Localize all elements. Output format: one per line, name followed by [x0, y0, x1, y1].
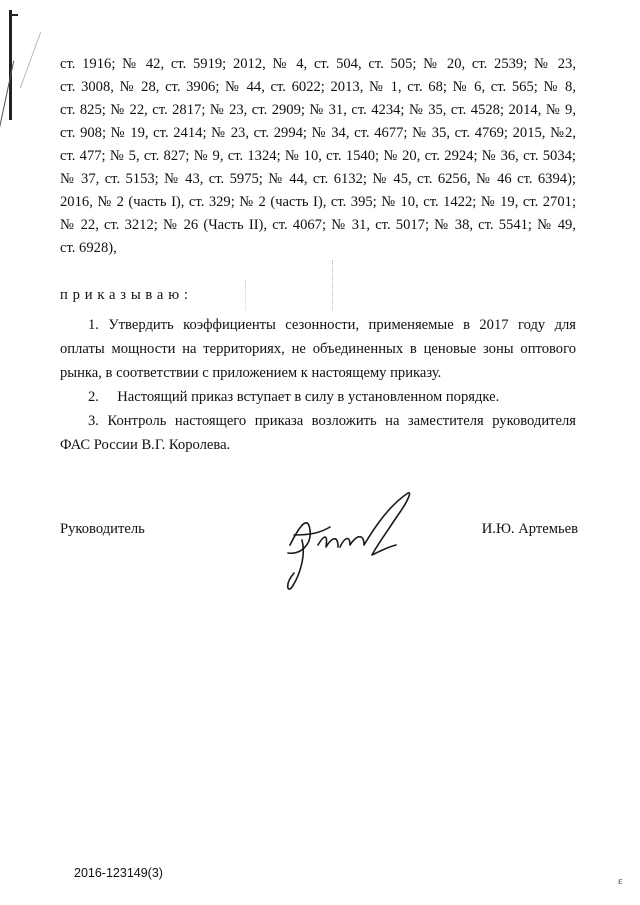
paper-crease-2: [245, 280, 246, 310]
paper-crease: [332, 260, 333, 310]
citation-line: № 37, ст. 5153; № 43, ст. 5975; № 44, ст. 6132; № 45, ст. 6256, № 46 ст. 6394);: [60, 171, 576, 187]
signatory-title: Руководитель: [60, 521, 145, 537]
citations-paragraph: [60, 53, 576, 260]
item-3-number: 3.: [88, 413, 99, 429]
item-1-line-3: рынка, в соответствии с приложением к настоящему приказу.: [60, 365, 442, 381]
item-2-text: Настоящий приказ вступает в силу в установленном порядке.: [117, 389, 500, 405]
item-3-line-2: ФАС России В.Г. Королева.: [60, 437, 231, 453]
citation-line: ст. 825; № 22, ст. 2817; № 23, ст. 2909; № 31, ст. 4234; № 35, ст. 4528; 2014, № 9,: [60, 102, 576, 118]
item-1-line-1: 1. Утвердить коэффициенты сезонности, применяемые в 2017 году для: [88, 317, 576, 333]
citation-line: 2016, № 2 (часть I), ст. 329; № 2 (часть I), ст. 395; № 10, ст. 1422; № 19, ст. 2701;: [60, 194, 576, 210]
item-3-text: Контроль настоящего приказа возложить на заместителя руководителя: [107, 413, 577, 429]
document-number: 2016-123149(3): [74, 866, 163, 880]
citation-line: ст. 6928),: [60, 240, 117, 256]
order-items: [60, 313, 576, 457]
item-2: [60, 385, 576, 409]
citation-line: ст. 477; № 5, ст. 827; № 9, ст. 1324; № 10, ст. 1540; № 20, ст. 2924; № 36, ст. 5034;: [60, 148, 576, 164]
item-3-line-1: [60, 409, 576, 433]
item-2-number: 2.: [88, 389, 99, 405]
item-1-line-2: оплаты мощности на территориях, не объединенных в ценовые зоны оптового: [60, 341, 576, 357]
scan-faint-stroke: [20, 32, 41, 89]
citation-line: ст. 1916; № 42, ст. 5919; 2012, № 4, ст. 504, ст. 505; № 20, ст. 2539; № 23,: [60, 56, 576, 72]
citation-line: ст. 3008, № 28, ст. 3906; № 44, ст. 6022; 2013, № 1, ст. 68; № 6, ст. 565; № 8,: [60, 79, 576, 95]
signatory-name: И.Ю. Артемьев: [481, 521, 578, 537]
order-word: приказываю:: [60, 287, 193, 303]
handwritten-signature: [280, 485, 420, 595]
citation-line: № 22, ст. 3212; № 26 (Часть II), ст. 4067; № 31, ст. 5017; № 38, ст. 5541; № 49,: [60, 217, 576, 233]
citation-line: ст. 908; № 19, ст. 2414; № 23, ст. 2994; № 34, ст. 4677; № 35, ст. 4769; 2015, №2,: [60, 125, 576, 141]
scan-edge-tick: [12, 14, 18, 16]
corner-mark: ɛ: [618, 875, 623, 887]
scan-edge-stroke: [0, 61, 14, 130]
